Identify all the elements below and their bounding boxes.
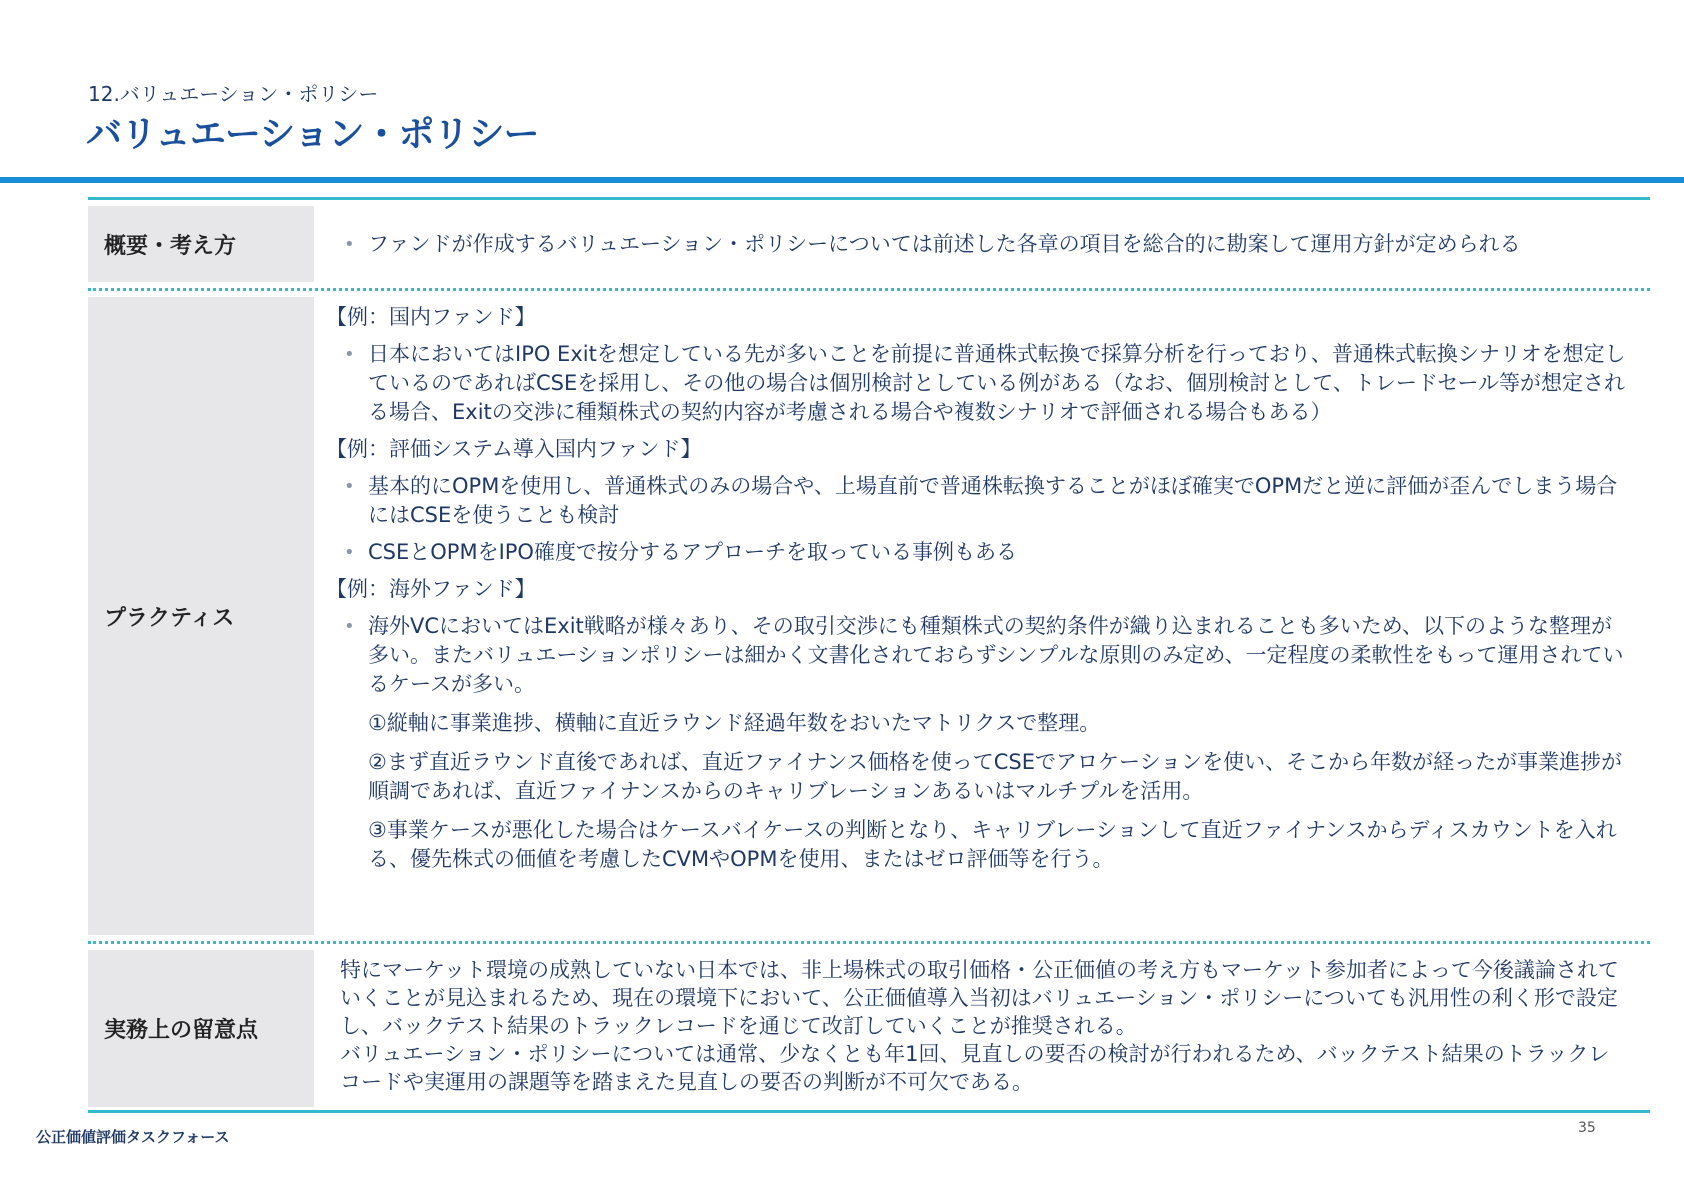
row-label-considerations: 実務上の留意点 bbox=[88, 950, 314, 1107]
row-label-overview: 概要・考え方 bbox=[88, 206, 314, 282]
footer-organization: 公正価値評価タスクフォース bbox=[36, 1128, 230, 1146]
example-overseas-heading: 【例：海外ファンド】 bbox=[326, 577, 536, 601]
row-practice bbox=[88, 288, 1650, 941]
example-overseas-bullet: • 海外VCにおいてはExit戦略が様々あり、その取引交渉にも種類株式の契約条件が織り込まれることも多いため、以下のような整理が多い。またバリュエーションポリシーは細かく文書化されておらずシンプルな原則のみ定め、一定程度の柔軟性をもって運用されているケースが多い。 bbox=[340, 612, 1630, 699]
row-label-practice: プラクティス bbox=[88, 297, 314, 935]
example-overseas-step-1: ①縦軸に事業進捗、横軸に直近ラウンド経過年数をおいたマトリクスで整理。 bbox=[368, 711, 1101, 735]
page-number: 35 bbox=[1578, 1120, 1596, 1136]
row-content-considerations bbox=[340, 944, 1630, 1113]
row-overview bbox=[88, 200, 1650, 288]
section-subtitle: 12.バリュエーション・ポリシー bbox=[88, 82, 379, 106]
example-overseas-step-3: ③事業ケースが悪化した場合はケースバイケースの判断となり、キャリブレーションして直近ファイナンスからディスカウントを入れる、優先株式の価値を考慮したCVMやOPMを使用、またはゼロ評価等を行う。 bbox=[368, 818, 1617, 871]
considerations-paragraph-2: バリュエーション・ポリシーについては通常、少なくとも年1回、見直しの要否の検討が行われるため、バックテスト結果のトラックレコードや実運用の課題等を踏まえた見直しの要否の判断が不可欠である。 bbox=[340, 1042, 1610, 1094]
row-content-overview bbox=[340, 200, 1630, 288]
considerations-paragraph-1: 特にマーケット環境の成熟していない日本では、非上場株式の取引価格・公正価値の考え方もマーケット参加者によって今後議論されていくことが見込まれるため、現在の環境下において、公正価値導入当初はバリュエーション・ポリシーについても汎用性の利く形で設定し、バックテスト結果のトラックレコードを通じて改訂していくことが推奨される。 bbox=[340, 958, 1619, 1038]
example-system-bullet-2: • CSEとOPMをIPO確度で按分するアプローチを取っている事例もある bbox=[340, 538, 1630, 567]
title-divider bbox=[0, 177, 1684, 183]
row-considerations bbox=[88, 941, 1650, 1113]
example-system-heading: 【例：評価システム導入国内ファンド】 bbox=[326, 437, 702, 461]
example-system-bullet-1: • 基本的にOPMを使用し、普通株式のみの場合や、上場直前で普通株転換することがほぼ確実でOPMだと逆に評価が歪んでしまう場合にはCSEを使うことも検討 bbox=[340, 472, 1630, 530]
example-domestic-heading: 【例：国内ファンド】 bbox=[326, 305, 536, 329]
row-content-practice bbox=[326, 291, 1630, 941]
page-title: バリュエーション・ポリシー bbox=[86, 114, 539, 155]
example-overseas-step-2: ②まず直近ラウンド直後であれば、直近ファイナンス価格を使ってCSEでアロケーションを使い、そこから年数が経ったが事業進捗が順調であれば、直近ファイナンスからのキャリブレーションあるいはマルチプルを活用。 bbox=[368, 750, 1623, 803]
example-domestic-bullet: • 日本においてはIPO Exitを想定している先が多いことを前提に普通株式転換で採算分析を行っており、普通株式転換シナリオを想定しているのであればCSEを採用し、その他の場合は個別検討としている例がある（なお、個別検討として、トレードセール等が想定される場合、Exitの交渉に種類株式の契約内容が考慮される場合や複数シナリオで評価される場合もある） bbox=[340, 340, 1630, 427]
overview-bullet: • ファンドが作成するバリュエーション・ポリシーについては前述した各章の項目を総合的に勘案して運用方針が定められる bbox=[340, 230, 1521, 259]
policy-table bbox=[88, 197, 1650, 1113]
